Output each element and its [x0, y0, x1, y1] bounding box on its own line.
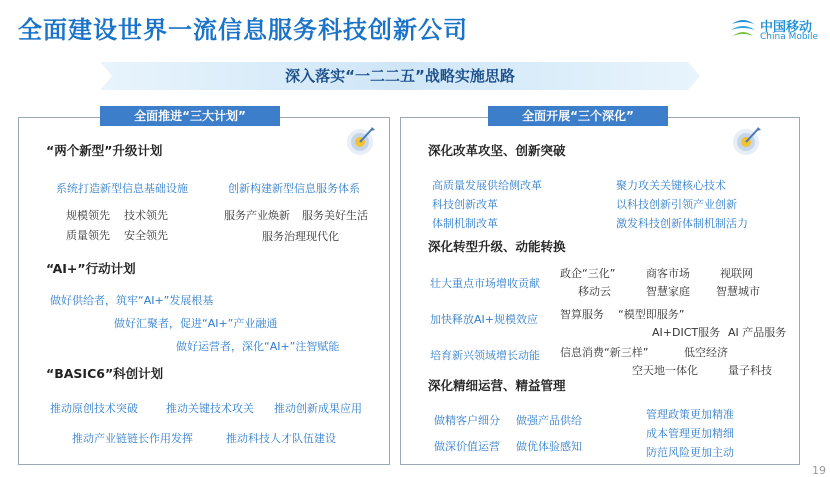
text-ai-operator: 做好运营者，深化“AI+”注智赋能 — [176, 340, 340, 353]
text-space-air-ground: 空天地一体化 — [632, 364, 698, 377]
section-reform-title: 深化改革攻坚、创新突破 — [428, 143, 566, 158]
text-vitality: 激发科技创新体制机制活力 — [616, 217, 748, 230]
ribbon-text: 深入落实“一二二五”战略实施思路 — [285, 67, 515, 85]
target-arrow-icon — [730, 124, 764, 158]
text-policy-precise: 管理政策更加精准 — [646, 408, 734, 421]
text-system-reform: 体制机制改革 — [432, 217, 498, 230]
text-tech-reform: 科技创新改革 — [432, 198, 498, 211]
text-mobile-cloud: 移动云 — [578, 285, 611, 298]
text-core-tech: 聚力攻关关键核心技术 — [616, 179, 726, 192]
text-quality-lead: 质量领先 — [66, 229, 110, 242]
text-customer-segment: 做精客户细分 — [434, 414, 500, 427]
section-ai-plus-title: “AI+”行动计划 — [46, 261, 136, 276]
text-tech-lead: 技术领先 — [124, 209, 168, 222]
right-panel-header: 全面开展“三个深化” — [488, 106, 668, 126]
text-info-consume: 信息消费“新三样” — [560, 346, 649, 359]
page-number: 19 — [812, 464, 826, 477]
section-basic6-title: “BASIC6”科创计划 — [46, 366, 164, 381]
china-mobile-logo — [728, 14, 818, 46]
text-ai-aggregator: 做好汇聚者，促进“AI+”产业融通 — [114, 317, 278, 330]
text-original-tech: 推动原创技术突破 — [50, 402, 138, 415]
section-transform-title: 深化转型升级、动能转换 — [428, 239, 566, 254]
target-arrow-icon — [344, 124, 378, 158]
text-value-operation: 做深价值运营 — [434, 440, 500, 453]
text-merchant-market: 商客市场 — [646, 267, 690, 280]
text-smart-home: 智慧家庭 — [646, 285, 690, 298]
text-governance: 服务治理现代化 — [262, 230, 339, 243]
text-infra: 系统打造新型信息基础设施 — [56, 182, 188, 195]
text-chain-leader: 推动产业链链长作用发挥 — [72, 432, 193, 445]
text-key-market: 壮大重点市场增收贡献 — [430, 277, 540, 290]
text-supply-reform: 高质量发展供给侧改革 — [432, 179, 542, 192]
text-gov-enterprise: 政企“三化” — [560, 267, 616, 280]
text-smart-city: 智慧城市 — [716, 285, 760, 298]
china-mobile-logo-icon — [728, 14, 758, 44]
left-panel-header: 全面推进“三大计划” — [100, 106, 280, 126]
text-cost-fine: 成本管理更加精细 — [646, 427, 734, 440]
text-ai-scale: 加快释放AI+规模效应 — [430, 313, 538, 326]
text-lead-industry: 以科技创新引领产业创新 — [616, 198, 737, 211]
text-low-altitude: 低空经济 — [684, 346, 728, 359]
text-ai-dict: AI+DICT服务 — [652, 326, 721, 339]
text-service-system: 创新构建新型信息服务体系 — [228, 182, 360, 195]
text-ai-supplier: 做好供给者，筑牢“AI+”发展根基 — [50, 294, 214, 307]
text-scale-lead: 规模领先 — [66, 209, 110, 222]
logo-text-cn: 中国移动 — [760, 20, 813, 35]
strategy-ribbon — [100, 62, 700, 90]
section-two-new-title: “两个新型”升级计划 — [46, 143, 163, 158]
text-product-supply: 做强产品供给 — [516, 414, 582, 427]
text-key-tech: 推动关键技术攻关 — [166, 402, 254, 415]
text-life: 服务美好生活 — [302, 209, 368, 222]
text-safety-lead: 安全领先 — [124, 229, 168, 242]
page-title: 全面建设世界一流信息服务科技创新公司 — [18, 16, 468, 44]
text-ai-product: AI 产品服务 — [728, 326, 787, 339]
text-talent: 推动科技人才队伍建设 — [226, 432, 336, 445]
section-operation-title: 深化精细运营、精益管理 — [428, 378, 566, 393]
text-risk-proactive: 防范风险更加主动 — [646, 446, 734, 459]
text-compute-service: 智算服务 — [560, 308, 604, 321]
text-video-net: 视联网 — [720, 267, 753, 280]
text-quantum: 量子科技 — [728, 364, 772, 377]
text-experience: 做优体验感知 — [516, 440, 582, 453]
text-emerging: 培育新兴领域增长动能 — [430, 349, 540, 362]
text-innovation-apply: 推动创新成果应用 — [274, 402, 362, 415]
text-maas: “模型即服务” — [618, 308, 685, 321]
text-industry: 服务产业焕新 — [224, 209, 290, 222]
logo-text-en: China Mobile — [760, 32, 819, 42]
